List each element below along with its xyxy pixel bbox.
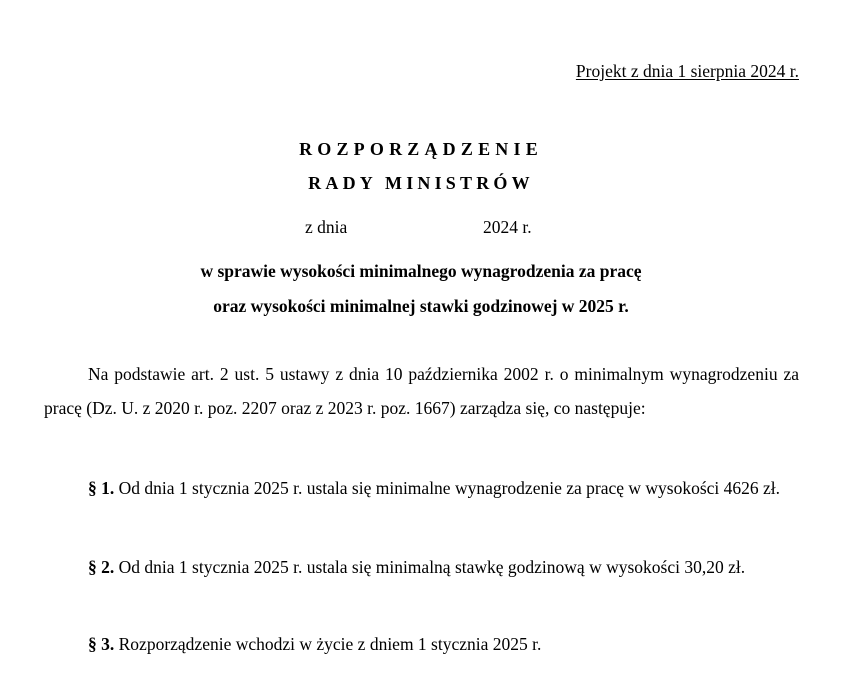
section-3-text: Rozporządzenie wchodzi w życie z dniem 1 stycznia 2025 r.: [118, 634, 542, 654]
draft-date-note: Projekt z dnia 1 sierpnia 2024 r.: [575, 61, 799, 81]
act-subject-line-1: w sprawie wysokości minimalnego wynagrodzenia za pracę: [200, 261, 642, 281]
act-subject-line-2: oraz wysokości minimalnej stawki godzinowej w 2025 r.: [213, 296, 629, 316]
section-3-paragraph: [44, 627, 799, 661]
act-type-heading: ROZPORZĄDZENIE: [299, 139, 543, 159]
section-1-number: § 1.: [88, 478, 115, 498]
act-issuer-heading: RADY MINISTRÓW: [308, 173, 534, 193]
section-1-text: Od dnia 1 stycznia 2025 r. ustala się minimalne wynagrodzenie za pracę w wysokości 4626 zł.: [118, 478, 781, 498]
act-date-prefix: z dnia: [305, 217, 348, 237]
section-3-number: § 3.: [88, 634, 115, 654]
section-1-paragraph: [44, 471, 799, 505]
act-date-year: 2024 r.: [483, 217, 532, 237]
legal-basis-paragraph: Na podstawie art. 2 ust. 5 ustawy z dnia 10 października 2002 r. o minimalnym wynagrodzeniu za pracę (Dz. U. z 2020 r. poz. 2207 oraz z 2023 r. poz. 1667) zarządza się, co następuje:: [44, 364, 799, 418]
section-2-number: § 2.: [88, 557, 115, 577]
section-2-paragraph: [44, 550, 799, 584]
section-2-text: Od dnia 1 stycznia 2025 r. ustala się minimalną stawkę godzinową w wysokości 30,20 zł.: [118, 557, 746, 577]
